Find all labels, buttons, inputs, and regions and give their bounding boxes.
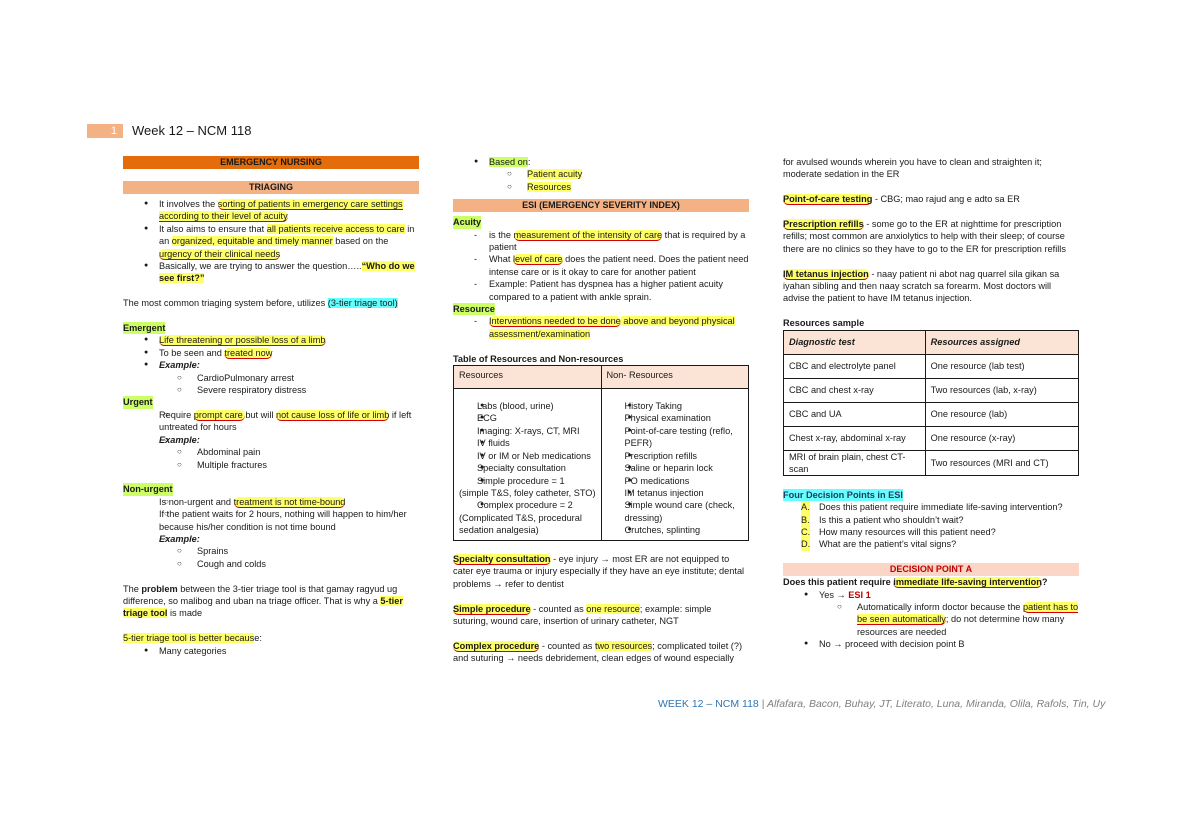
resources-sample-title: Resources sample bbox=[783, 318, 865, 329]
list-item: ● Saline or heparin lock bbox=[607, 462, 744, 474]
list-item: ● IV fluids bbox=[459, 437, 596, 449]
table-row: MRI of brain plain, chest CT-scan Two resources (MRI and CT) bbox=[784, 450, 1079, 476]
list-item: ○ Is non-urgent and treatment is not time-bound bbox=[123, 496, 419, 508]
list-item: - is the measurement of the intensity of care that is required by a patient bbox=[453, 229, 749, 254]
list-item: ● Imaging: X-rays, CT, MRI bbox=[459, 425, 596, 437]
list-item: ○ Automatically inform doctor because the patient has to be seen automatically; do not determine how many resources are needed bbox=[783, 601, 1079, 638]
list-item: ○ Example: bbox=[123, 434, 419, 446]
list-item: ● IM tetanus injection bbox=[607, 487, 744, 499]
list-item: ● History Taking bbox=[607, 400, 744, 412]
list-item: ● Example: bbox=[123, 359, 419, 371]
paragraph: Simple procedure - counted as one resource; example: simple suturing, wound care, insertion of urinary catheter, NGT bbox=[453, 603, 712, 626]
non-urgent-heading: Non-urgent bbox=[123, 484, 173, 495]
resource-heading: Resource bbox=[453, 304, 495, 315]
list-item: ○ CardioPulmonary arrest bbox=[123, 372, 419, 384]
list-item: ○ Abdominal pain bbox=[123, 446, 419, 458]
list-item: ● Simple wound care (check, dressing) bbox=[607, 499, 744, 524]
table-title: Table of Resources and Non-resources bbox=[453, 353, 624, 364]
table-header: Diagnostic test bbox=[784, 330, 926, 354]
paragraph: The problem between the 3-tier triage tool is that gamay ragyud ug difference, so malibog and uban na triage officer. That is why a 5-tier triage tool is made bbox=[123, 583, 403, 619]
list-item: ● Basically, we are trying to answer the question…..“Who do we see first?” bbox=[123, 260, 419, 285]
paragraph: Prescription refills - some go to the ER at nighttime for prescription refills; most common are anxiolytics to help with their sleep; of course there are no clinics so they have to go to the ER for prescription refills bbox=[783, 219, 1066, 254]
acuity-heading: Acuity bbox=[453, 217, 482, 228]
list-item: ● Specialty consultation bbox=[459, 462, 596, 474]
table-header: Resources bbox=[454, 366, 602, 389]
esi-heading: ESI (EMERGENCY SEVERITY INDEX) bbox=[453, 199, 749, 212]
page-footer: WEEK 12 – NCM 118 | Alfafara, Bacon, Buhay, JT, Literato, Luna, Miranda, Olila, Rafols, Tin, Uy bbox=[658, 698, 1106, 710]
table-header: Non- Resources bbox=[601, 366, 749, 389]
list-item: ● Physical examination bbox=[607, 412, 744, 424]
page-number: 1 bbox=[87, 124, 123, 138]
list-item: ○ Resources bbox=[453, 181, 749, 193]
column-1 bbox=[123, 156, 419, 657]
list-item: ● It also aims to ensure that all patients receive access to care in an organized, equitable and timely manner based on the urgency of their clinical needs bbox=[123, 223, 419, 260]
list-item: ● Simple procedure = 1 bbox=[459, 475, 596, 487]
list-item: ● Complex procedure = 2 bbox=[459, 499, 596, 511]
list-item: ○ Cough and colds bbox=[123, 558, 419, 570]
four-decision-points-title: Four Decision Points in ESI bbox=[783, 489, 903, 500]
table-note: (Complicated T&S, procedural sedation analgesia) bbox=[459, 512, 582, 536]
list-item: ○ Severe respiratory distress bbox=[123, 384, 419, 396]
list-item: ○ Patient acuity bbox=[453, 168, 749, 180]
list-item: ● Labs (blood, urine) bbox=[459, 400, 596, 412]
emergency-nursing-heading: EMERGENCY NURSING bbox=[123, 156, 419, 169]
list-item: ● Life threatening or possible loss of a limb bbox=[123, 334, 419, 346]
list-item: ● Crutches, splinting bbox=[607, 524, 744, 536]
list-item: ● Based on: bbox=[453, 156, 749, 168]
list-item: - What level of care does the patient need. Does the patient need intense care or is it okay to care for another patient bbox=[453, 253, 749, 278]
list-item: ● PO medications bbox=[607, 475, 744, 487]
list-item: ○ Multiple fractures bbox=[123, 459, 419, 471]
list-item: ● Prescription refills bbox=[607, 450, 744, 462]
list-item: ○ Require prompt care but will not cause loss of life or limb if left untreated for hours bbox=[123, 409, 419, 434]
list-item: - Interventions needed to be done above and beyond physical assessment/examination bbox=[453, 315, 749, 340]
paragraph: Point-of-care testing - CBG; mao rajud ang e adto sa ER bbox=[783, 194, 1020, 205]
table-header: Resources assigned bbox=[925, 330, 1078, 354]
list-item: ● IV or IM or Neb medications bbox=[459, 450, 596, 462]
paragraph: 5-tier triage tool is better because: bbox=[123, 633, 262, 644]
table-note: (simple T&S, foley catheter, STO) bbox=[459, 487, 596, 498]
triaging-heading: TRIAGING bbox=[123, 181, 419, 194]
list-item: ● No → proceed with decision point B bbox=[783, 638, 1079, 650]
paragraph: for avulsed wounds wherein you have to clean and straighten it; moderate sedation in the ER bbox=[783, 157, 1042, 180]
list-item: C. How many resources will this patient need? bbox=[801, 527, 996, 538]
list-item: ○ If the patient waits for 2 hours, nothing will happen to him/her because his/her condition is not time bound bbox=[123, 508, 419, 533]
list-item: A. Does this patient require immediate life-saving intervention? bbox=[801, 502, 1063, 513]
table-row: CBC and UA One resource (lab) bbox=[784, 402, 1079, 426]
emergent-heading: Emergent bbox=[123, 323, 166, 334]
list-item: ○ Example: bbox=[123, 533, 419, 545]
list-item: ○ Sprains bbox=[123, 545, 419, 557]
list-item: D. What are the patient’s vital signs? bbox=[801, 539, 957, 550]
paragraph: Specialty consultation - eye injury → most ER are not equipped to cater eye trauma or injury especially if they have an eye institute; dental problems → refer to dentist bbox=[453, 553, 745, 589]
column-3 bbox=[783, 156, 1079, 651]
list-item: ● Many categories bbox=[123, 645, 419, 657]
table-row: CBC and chest x-ray Two resources (lab, x-ray) bbox=[784, 378, 1079, 402]
column-2 bbox=[453, 156, 749, 665]
paragraph: Complex procedure - counted as two resources; complicated toilet (?) and suturing → needs debridement, clean edges of wound especially bbox=[453, 640, 743, 664]
list-item: - Example: Patient has dyspnea has a higher patient acuity compared to a patient with ankle sprain. bbox=[453, 278, 749, 303]
list-item: B. Is this a patient who shouldn’t wait? bbox=[801, 514, 964, 525]
resources-table bbox=[453, 365, 749, 540]
urgent-heading: Urgent bbox=[123, 397, 153, 408]
page-title: Week 12 – NCM 118 bbox=[132, 123, 252, 138]
list-item: ● Point-of-care testing (reflo, PEFR) bbox=[607, 425, 744, 450]
list-item: ● To be seen and treated now bbox=[123, 347, 419, 359]
list-item: ● It involves the sorting of patients in emergency care settings according to their level of acuity bbox=[123, 198, 419, 223]
table-row: CBC and electrolyte panel One resource (lab test) bbox=[784, 354, 1079, 378]
list-item: ● ECG bbox=[459, 412, 596, 424]
decision-point-a-heading: DECISION POINT A bbox=[783, 563, 1079, 576]
paragraph: IM tetanus injection - naay patient ni abot nag quarrel sila gikan sa iyahan sibling and then naay scratch sa forearm. Most doctors will advise the patient to have IM tetanus injection. bbox=[783, 268, 1060, 304]
resources-sample-table bbox=[783, 330, 1079, 477]
table-row: Chest x-ray, abdominal x-ray One resource (x-ray) bbox=[784, 426, 1079, 450]
paragraph: Does this patient require immediate life-saving intervention? bbox=[783, 577, 1048, 588]
paragraph: The most common triaging system before, utilizes (3-tier triage tool) bbox=[123, 298, 398, 309]
list-item: ● Yes → ESI 1 bbox=[783, 589, 1079, 601]
